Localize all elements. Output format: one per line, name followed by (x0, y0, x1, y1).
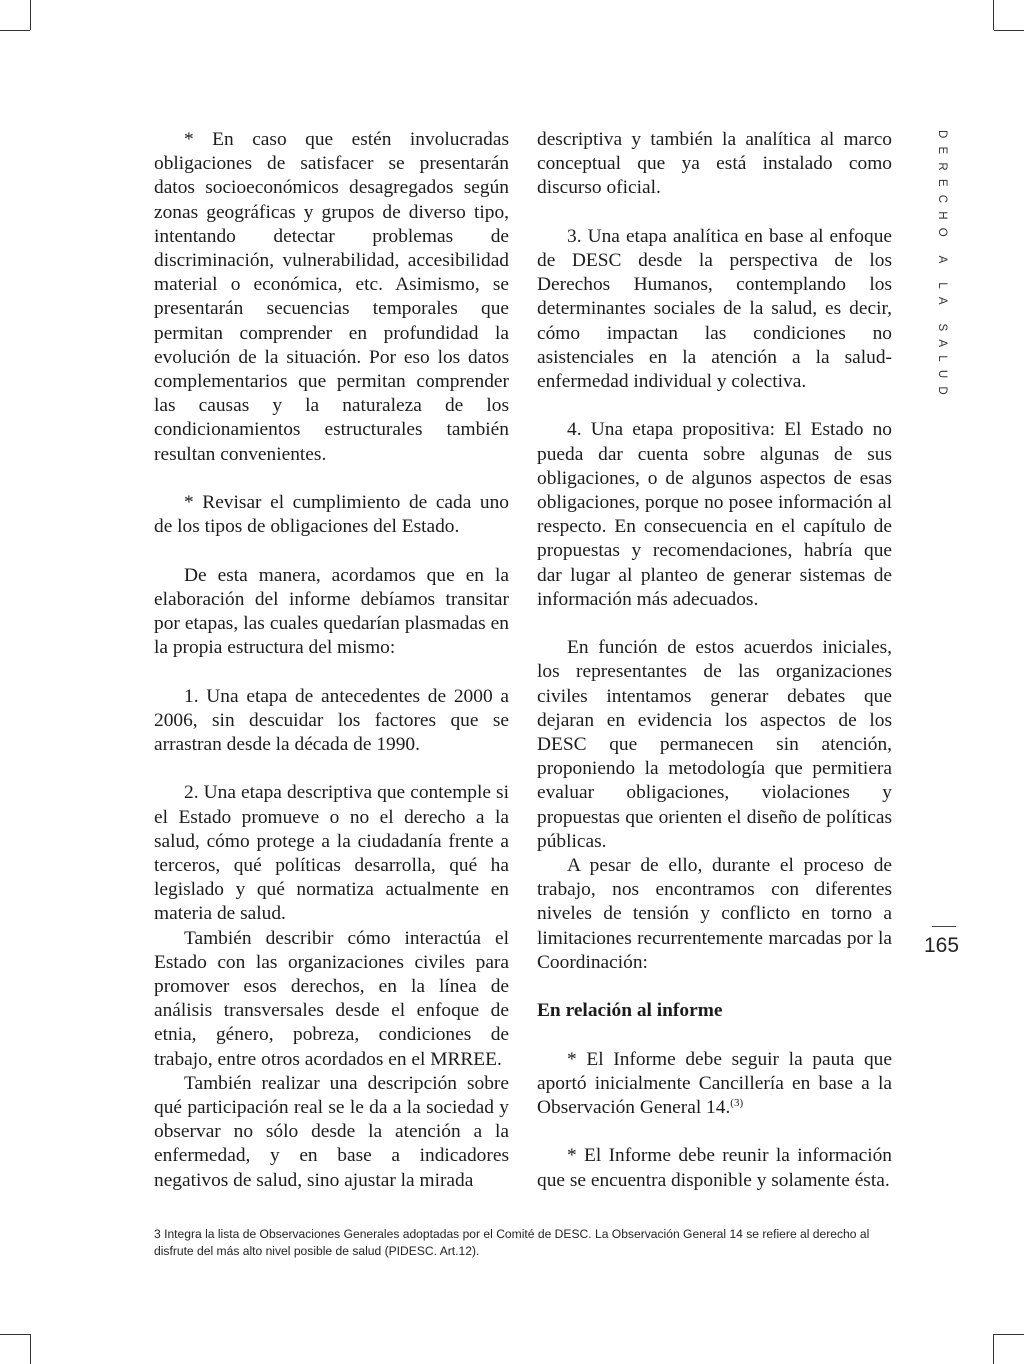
crop-mark-bottom-right-h (994, 1334, 1024, 1335)
paragraph (537, 1048, 892, 1121)
paragraph: * En caso que estén involucradas obligaciones de satisfacer se presentarán datos socioeconómicos desagregados según zonas geográficas y grupos de diverso tipo, intentando detectar problemas de discriminación, vulnerabilidad, accesibilidad material o económica, etc. Asimismo, se presentarán secuencias temporales que permitan comprender en profundidad la evolución de la situación. Por eso los datos complementarios que permitan comprender las causas y la naturaleza de los condicionamientos estructurales también resultan convenientes. (154, 129, 509, 465)
list-item-stage-4: 4. Una etapa propositiva: El Estado no pueda dar cuenta sobre algunas de sus obligaciones, o de algunos aspectos de esas obligaciones, porque no posee información al respecto. En consecuencia en el capítulo de propuestas y recomendaciones, habría que dar lugar al planteo de generar sistemas de información más adecuados. (537, 419, 892, 610)
paragraph-text: * El Informe debe seguir la pauta que aportó inicialmente Cancillería en base a la Observación General 14. (537, 1048, 892, 1119)
footnote: 3 Integra la lista de Observaciones Generales adoptadas por el Comité de DESC. La Observación General 14 se refiere al derecho al disfrute del más alto nivel posible de salud (PIDESC. Art.12). (154, 1227, 870, 1258)
paragraph: De esta manera, acordamos que en la elaboración del informe debíamos transitar por etapas, las cuales quedarían plasmadas en la propia estructura del mismo: (154, 564, 509, 659)
paragraph-continued: descriptiva y también la analítica al marco conceptual que ya está instalado como discurso oficial. (537, 129, 892, 199)
crop-mark-bottom-right (993, 1334, 994, 1364)
crop-mark-bottom-left (30, 1334, 31, 1364)
paragraph: A pesar de ello, durante el proceso de trabajo, nos encontramos con diferentes niveles de tensión y conflicto en torno a limitaciones recurrentemente marcadas por la Coordinación: (537, 855, 892, 973)
list-item-stage-2: 2. Una etapa descriptiva que contemple si el Estado promueve o no el derecho a la salud, cómo protege a la ciudadanía frente a terceros, qué políticas desarrolla, qué ha legislado y qué normatiza actualmente en materia de salud. (154, 782, 509, 925)
running-head: DERECHO A LA SALUD (936, 130, 948, 403)
crop-mark-top-right (993, 0, 994, 30)
paragraph: También describir cómo interactúa el Estado con las organizaciones civiles para promover esos derechos, en la línea de análisis transversales desde el enfoque de etnia, género, pobreza, condiciones de trabajo, entre otros acordados en el MRREE. (154, 927, 509, 1070)
crop-mark-top-left-h (0, 30, 30, 31)
list-item-stage-1: 1. Una etapa de antecedentes de 2000 a 2006, sin descuidar los factores que se arrastran desde la década de 1990. (154, 685, 509, 756)
crop-mark-bottom-left-h (0, 1334, 30, 1335)
page-number: 165 (924, 934, 960, 957)
footnote-reference[interactable]: (3) (730, 1097, 744, 1110)
page-number-rule (932, 926, 956, 927)
left-column (154, 128, 509, 1193)
section-heading: En relación al informe (537, 1000, 723, 1022)
crop-mark-top-left (30, 0, 31, 30)
paragraph: * El Informe debe reunir la información que se encuentra disponible y solamente ésta. (537, 1145, 892, 1191)
crop-mark-top-right-h (994, 30, 1024, 31)
right-column (537, 128, 892, 1193)
paragraph: En función de estos acuerdos iniciales, los representantes de las organizaciones civiles intentamos generar debates que dejaran en evidencia los aspectos de los DESC que permanecen sin atención, proponiendo la metodología que permitiera evaluar obligaciones, violaciones y propuestas que orienten el diseño de políticas públicas. (537, 637, 892, 852)
list-item-stage-3: 3. Una etapa analítica en base al enfoque de DESC desde la perspectiva de los Derechos Humanos, contemplando los determinantes sociales de la salud, es decir, cómo impactan las condiciones no asistenciales en la atención a la salud-enfermedad individual y colectiva. (537, 225, 892, 393)
paragraph: También realizar una descripción sobre qué participación real se le da a la sociedad y observar no sólo desde la atención a la enfermedad, y en base a indicadores negativos de salud, sino ajustar la mirada (154, 1072, 509, 1191)
paragraph: * Revisar el cumplimiento de cada uno de los tipos de obligaciones del Estado. (154, 492, 509, 538)
